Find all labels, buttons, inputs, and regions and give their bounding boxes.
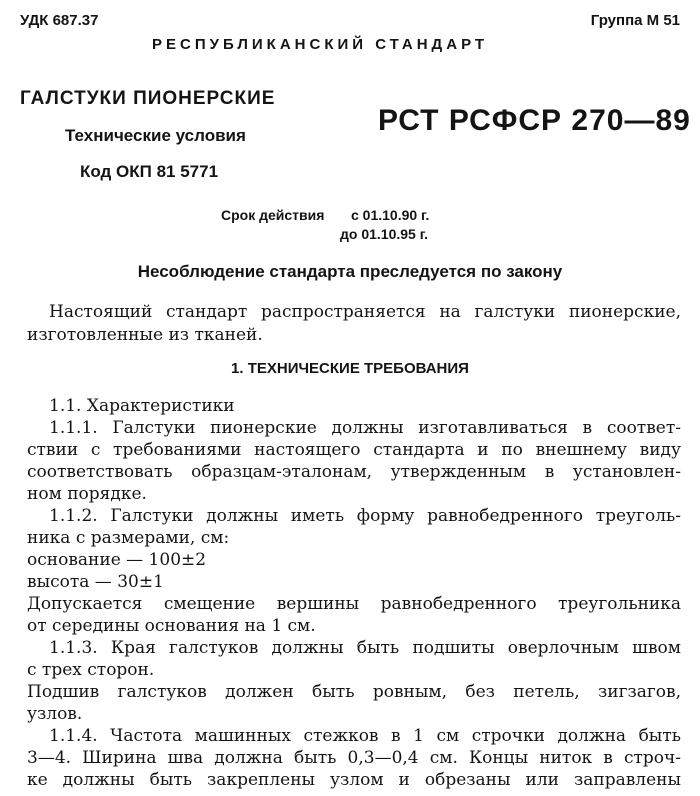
text-line: соответствовать образцам-эталонам, утвержденным в установлен- [27, 462, 681, 482]
text-line: высота — 30±1 [27, 572, 164, 592]
text-line: от середины основания на 1 см. [27, 616, 316, 636]
republic-standard-heading: РЕСПУБЛИКАНСКИЙ СТАНДАРТ [152, 36, 489, 53]
text-line: 1.1.4. Частота машинных стежков в 1 см строчки должна быть [49, 726, 681, 746]
text-line: 1.1.3. Края галстуков должны быть подшиты оверлочным швом [49, 638, 681, 658]
intro-line: изготовленные из тканей. [27, 325, 263, 345]
text-line: 1.1.1. Галстуки пионерские должны изготавливаться в соответ- [49, 418, 681, 438]
section-heading: 1. ТЕХНИЧЕСКИЕ ТРЕБОВАНИЯ [231, 360, 469, 377]
document-subtitle: Технические условия [65, 126, 246, 145]
text-line: 1.1. Характеристики [49, 396, 235, 416]
text-line: ном порядке. [27, 484, 147, 504]
text-line: Подшив галстуков должен быть ровным, без петель, зигзагов, [27, 682, 681, 702]
text-line: ствии с требованиями настоящего стандарта и по внешнему виду [27, 440, 681, 460]
legal-notice: Несоблюдение стандарта преследуется по закону [137, 262, 563, 281]
validity-from: с 01.10.90 г. [351, 207, 430, 223]
intro-line: Настоящий стандарт распространяется на галстуки пионерские, [49, 302, 681, 322]
text-line: Допускается смещение вершины равнобедренного треугольника [27, 594, 681, 614]
document-title: ГАЛСТУКИ ПИОНЕРСКИЕ [20, 88, 276, 109]
group-code: Группа М 51 [590, 12, 680, 29]
validity-label: Срок действия [221, 207, 325, 223]
text-line: 3—4. Ширина шва должна быть 0,3—0,4 см. Концы ниток в строч- [27, 748, 681, 768]
text-line: основание — 100±2 [27, 550, 207, 570]
text-line: ника с размерами, см: [27, 528, 230, 548]
text-line: с трех сторон. [27, 660, 155, 680]
standard-number: РСТ РСФСР 270—89 [378, 104, 691, 137]
text-line: ке должны быть закреплены узлом и обрезаны или заправлены [27, 770, 681, 790]
udk-code: УДК 687.37 [20, 12, 99, 29]
text-line: 1.1.2. Галстуки должны иметь форму равнобедренного треуголь- [49, 506, 681, 526]
okp-code: Код ОКП 81 5771 [80, 162, 219, 181]
validity-to: до 01.10.95 г. [340, 226, 429, 242]
text-line: узлов. [27, 704, 83, 724]
